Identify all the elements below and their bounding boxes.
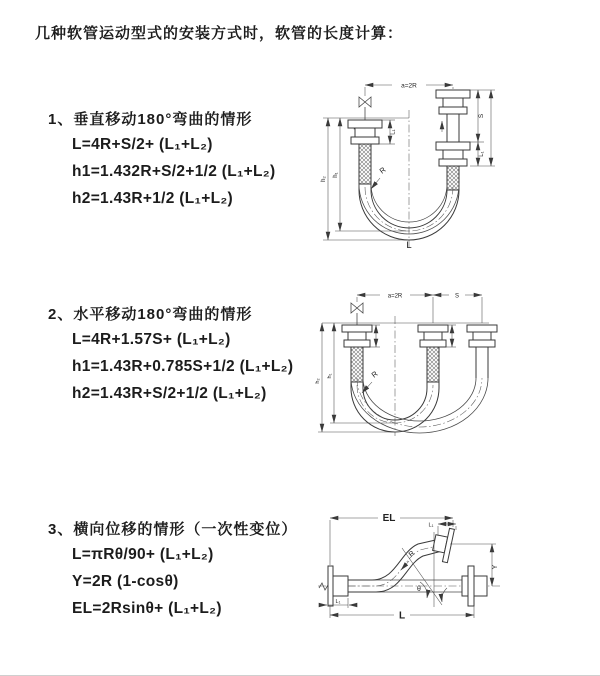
dim-label-s: S <box>454 293 460 300</box>
middle-braided-hose <box>427 347 439 382</box>
dim-label-h2: h₂ <box>315 378 321 384</box>
dim-a2R <box>357 294 433 300</box>
dim-s <box>433 294 482 300</box>
dim-l <box>330 606 474 622</box>
dim-label-el: EL <box>382 513 396 524</box>
valve-icon <box>359 97 371 120</box>
section-1-formula-L: L=4R+S/2+ (L₁+L₂) <box>72 136 213 153</box>
section-2-formula-h2: h2=1.43R+S/2+1/2 (L₁+L₂) <box>72 385 267 402</box>
section-1-heading: 1、垂直移动180°弯曲的情形 <box>48 111 253 128</box>
radius-callout <box>371 165 388 189</box>
dim-label-a2R: a=2R <box>387 293 403 300</box>
dim-label-l: L <box>398 610 406 622</box>
dim-label-y: Y <box>492 564 499 570</box>
section-3-heading: 3、横向位移的情形（一次性变位） <box>48 521 298 538</box>
right-flange-moved <box>467 325 497 347</box>
dim-label-s: S <box>478 113 485 119</box>
section-2-formula-L: L=4R+1.57S+ (L₁+L₂) <box>72 331 231 348</box>
dim-label-r: R <box>377 165 388 176</box>
right-flange-original <box>462 566 487 606</box>
diagram-vertical-180-bend <box>318 78 508 252</box>
left-braided-hose <box>351 347 363 382</box>
section-3-formula-L: L=πRθ/90+ (L₁+L₂) <box>72 546 214 563</box>
dim-label-l1-top: L₁ <box>428 522 434 529</box>
dim-label-l1-right: L₁ <box>479 151 485 157</box>
dim-label-r: R <box>407 549 417 559</box>
diagram-lateral-displacement <box>316 510 506 628</box>
section-1-formula-h1: h1=1.432R+S/2+1/2 (L₁+L₂) <box>72 163 276 180</box>
dim-label-h1: h₁ <box>327 373 333 379</box>
section-3-formula-EL: EL=2Rsinθ+ (L₁+L₂) <box>72 600 222 617</box>
section-1-formula-h2: h2=1.43R+1/2 (L₁+L₂) <box>72 190 234 207</box>
dim-label-h2: h₂ <box>321 176 327 182</box>
pipe-break-mark <box>319 583 328 590</box>
right-flange-moved <box>436 90 470 114</box>
diagram-horizontal-180-bend <box>314 288 494 440</box>
middle-flange-original <box>418 325 448 347</box>
dim-label-h1: h₁ <box>333 172 339 178</box>
page-title: 几种软管运动型式的安装方式时，软管的长度计算： <box>35 25 404 42</box>
dim-label-a2R: a=2R <box>401 82 417 90</box>
dim-label-l: L <box>406 240 412 251</box>
section-3-formula-Y: Y=2R (1-cosθ) <box>72 573 179 590</box>
dim-label-r: R <box>369 369 380 380</box>
displaced-hose <box>348 539 442 592</box>
dim-label-theta: θ <box>417 586 421 593</box>
dim-label-l1-bottom: L₁ <box>335 599 341 605</box>
right-braided-hose <box>447 166 459 190</box>
left-braided-hose <box>359 144 371 184</box>
left-flange-fitting <box>342 325 372 347</box>
dim-l1-bottom <box>320 598 356 608</box>
right-flange-original <box>436 142 470 166</box>
valve-icon <box>351 303 363 325</box>
section-2-heading: 2、水平移动180°弯曲的情形 <box>48 306 253 323</box>
dim-label-l1-left: L₁ <box>390 129 397 135</box>
section-2-formula-h1: h1=1.43R+0.785S+1/2 (L₁+L₂) <box>72 358 294 375</box>
left-flange-fitting <box>348 120 382 144</box>
